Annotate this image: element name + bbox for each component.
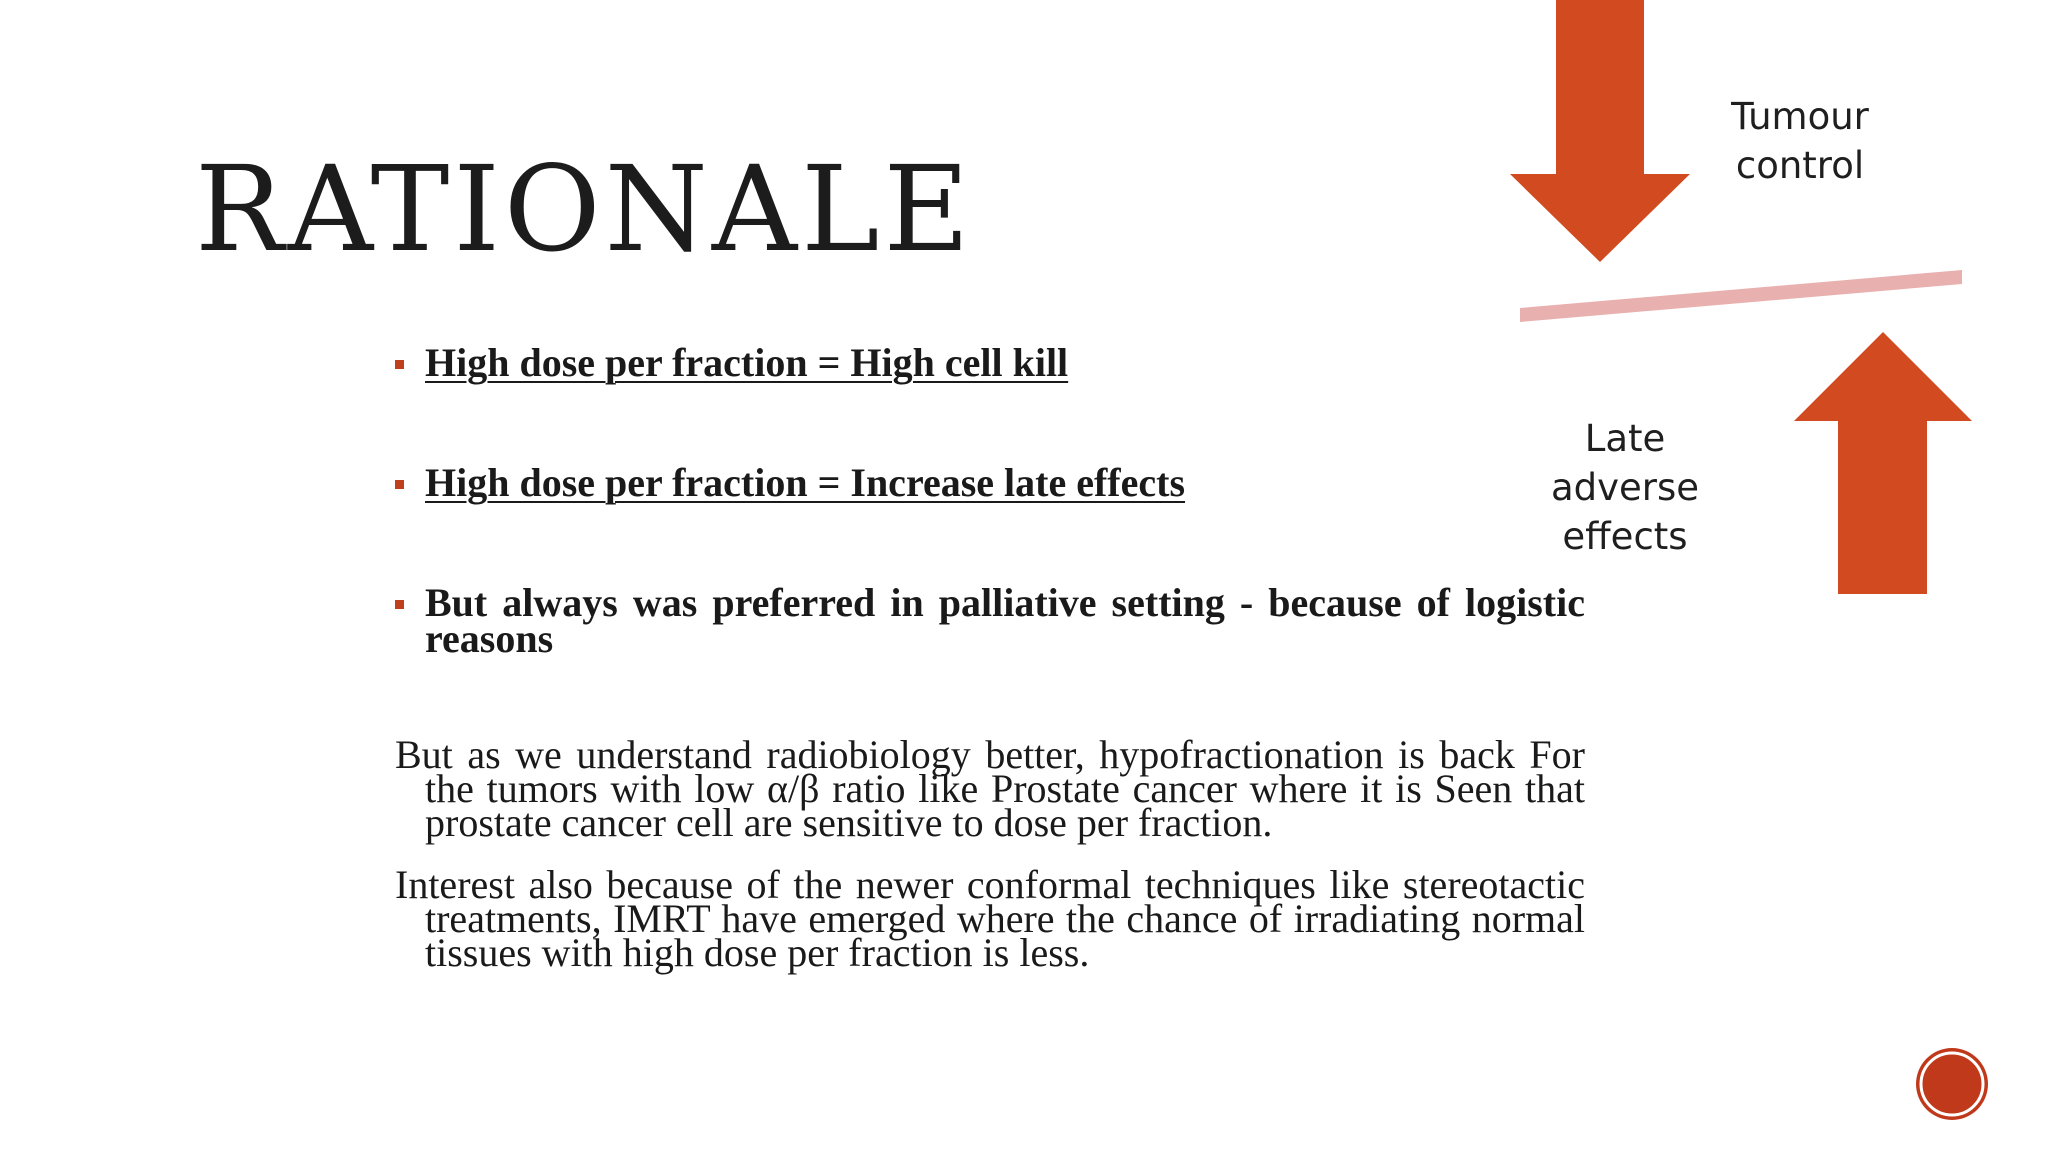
body-paragraphs bbox=[395, 732, 1585, 998]
circle-nav-icon[interactable] bbox=[1916, 1048, 1988, 1120]
bullet-square-icon bbox=[395, 360, 404, 369]
paragraph: But as we understand radiobiology better, hypofractionation is back For the tumors with low α/β ratio like Prostate cancer where it is Seen that prostate cancer cell are sensitive to dose per fraction. bbox=[395, 732, 1585, 845]
bullet-square-icon bbox=[395, 480, 404, 489]
up-arrow-icon bbox=[1794, 332, 1972, 594]
bullet-text: High dose per fraction = Increase late effects bbox=[425, 460, 1186, 505]
bullet-list bbox=[395, 340, 1585, 661]
bullet-item bbox=[395, 460, 1585, 505]
tumour-control-label: Tumour control bbox=[1731, 95, 1869, 187]
bullet-text: But always was preferred in palliative setting - because of logistic reasons bbox=[425, 580, 1585, 661]
balance-beam bbox=[1520, 270, 1962, 322]
paragraph: Interest also because of the newer conformal techniques like stereotactic treatments, IMRT have emerged where the chance of irradiating normal tissues with high dose per fraction is less. bbox=[395, 862, 1585, 975]
bullet-item bbox=[395, 580, 1585, 661]
down-arrow-icon bbox=[1510, 0, 1690, 262]
bullet-text: High dose per fraction = High cell kill bbox=[425, 340, 1069, 385]
slide-nav-button[interactable] bbox=[1912, 1044, 1992, 1124]
slide-title: RATIONALE bbox=[195, 140, 974, 278]
bullet-item bbox=[395, 340, 1585, 385]
late-effects-label: Late adverse effects bbox=[1550, 417, 1700, 558]
bullet-square-icon bbox=[395, 600, 404, 609]
